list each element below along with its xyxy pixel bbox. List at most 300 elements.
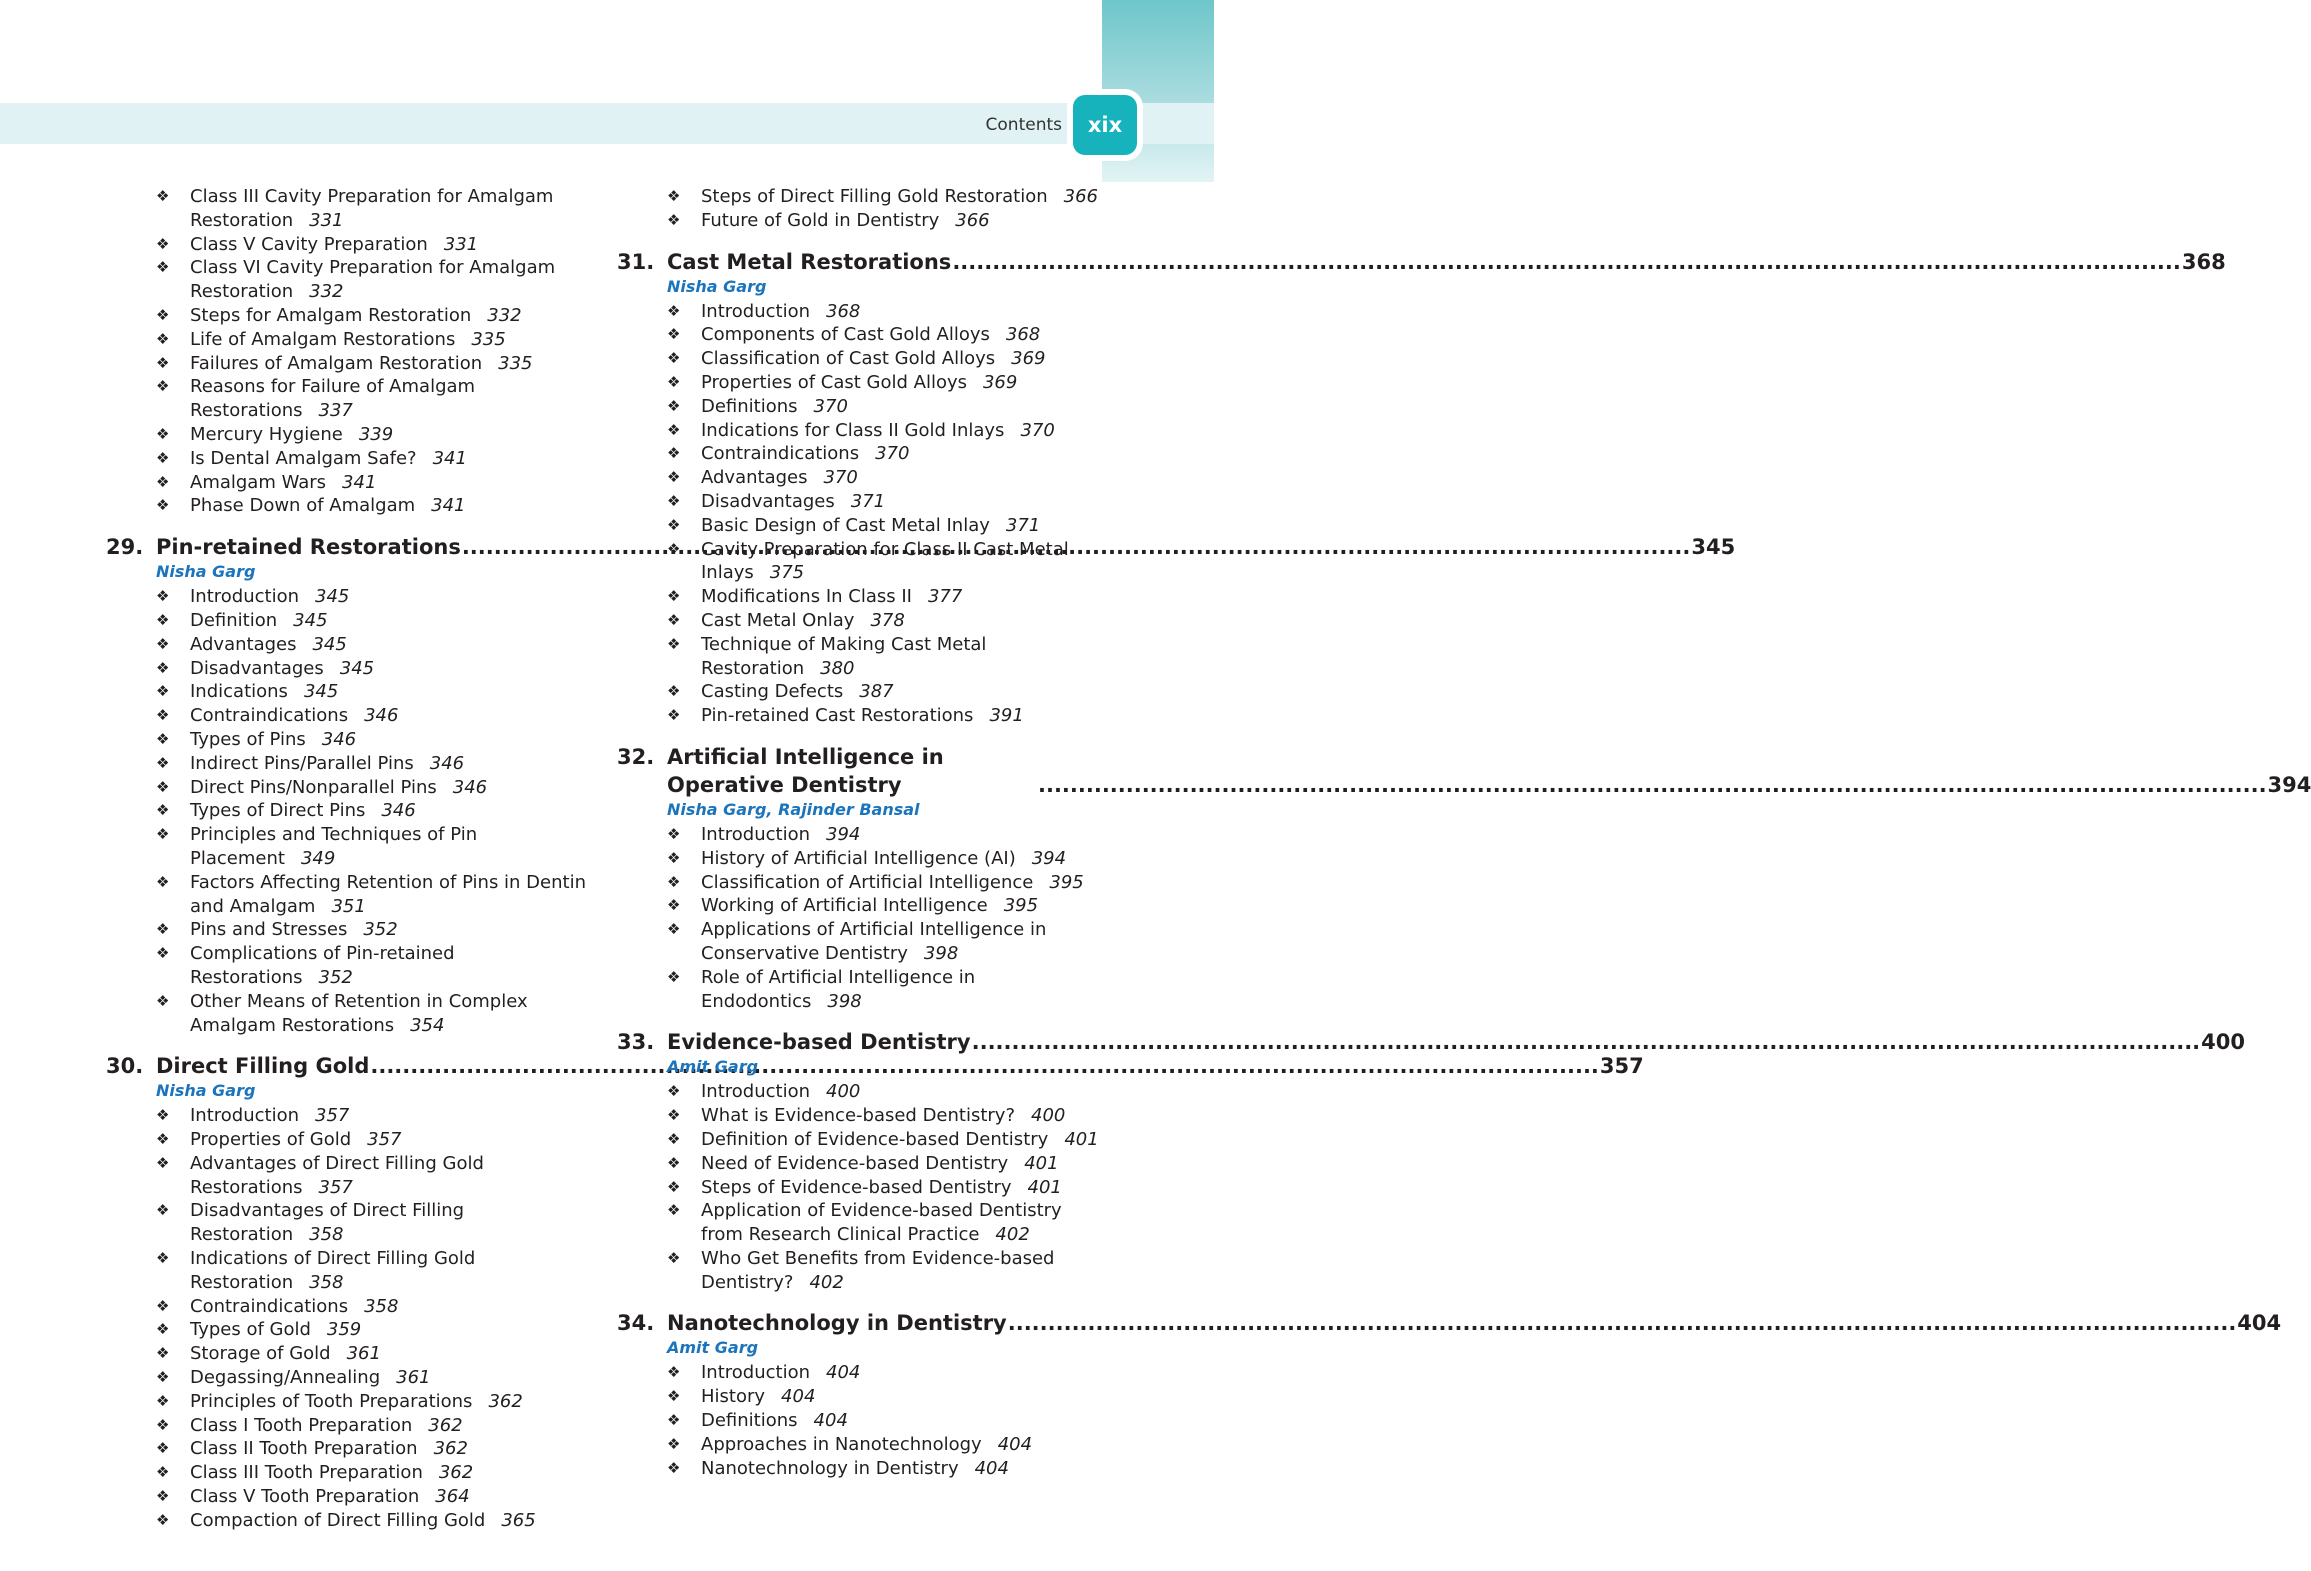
toc-entry-title: Amalgam Wars bbox=[190, 471, 327, 493]
toc-entry bbox=[106, 423, 596, 447]
toc-entry bbox=[617, 918, 1107, 966]
toc-entry bbox=[106, 1104, 596, 1128]
toc-entry-page: 352 bbox=[318, 966, 353, 988]
toc-entry bbox=[617, 1361, 1107, 1385]
toc-entry-title: Cavity Preparation for Class II Cast Metal Inlays bbox=[701, 538, 1069, 584]
toc-entry-page: 357 bbox=[318, 1176, 353, 1198]
diamond-bullet-icon: ❖ bbox=[156, 1201, 170, 1220]
toc-entry bbox=[106, 1366, 596, 1390]
toc-entry bbox=[106, 609, 596, 633]
chapter-page: 404 bbox=[2237, 1311, 2282, 1336]
toc-entry-title: Modifications In Class II bbox=[701, 586, 912, 608]
toc-entry-title: Properties of Gold bbox=[190, 1129, 352, 1151]
diamond-bullet-icon: ❖ bbox=[156, 991, 170, 1010]
diamond-bullet-icon: ❖ bbox=[156, 329, 170, 348]
toc-entry-page: 332 bbox=[487, 304, 522, 326]
toc-entry-page: 404 bbox=[813, 1410, 848, 1432]
diamond-bullet-icon: ❖ bbox=[156, 872, 170, 891]
toc-entry bbox=[106, 942, 596, 990]
toc-entry-title: Need of Evidence-based Dentistry bbox=[701, 1152, 1009, 1174]
diamond-bullet-icon: ❖ bbox=[156, 472, 170, 491]
toc-entry bbox=[617, 1247, 1107, 1295]
toc-entry-page: 357 bbox=[315, 1105, 350, 1127]
diamond-bullet-icon: ❖ bbox=[667, 1201, 681, 1220]
diamond-bullet-icon: ❖ bbox=[667, 420, 681, 439]
toc-entry-page: 402 bbox=[809, 1271, 844, 1293]
toc-entry bbox=[617, 1433, 1107, 1457]
toc-entry-page: 391 bbox=[989, 705, 1024, 727]
toc-entry-page: 394 bbox=[826, 823, 861, 845]
chapter-page: 394 bbox=[2267, 772, 2311, 797]
chapter-title: Evidence-based Dentistry bbox=[667, 1030, 971, 1055]
diamond-bullet-icon: ❖ bbox=[667, 1082, 681, 1101]
toc-entry-title: Definitions bbox=[701, 395, 798, 417]
diamond-bullet-icon: ❖ bbox=[156, 634, 170, 653]
toc-entry bbox=[106, 304, 596, 328]
diamond-bullet-icon: ❖ bbox=[156, 258, 170, 277]
toc-entry bbox=[106, 1437, 596, 1461]
toc-entry-title: Who Get Benefits from Evidence-based Dentistry? bbox=[701, 1247, 1055, 1293]
chapter-page: 357 bbox=[1599, 1054, 1644, 1079]
chapter-section bbox=[617, 743, 2311, 1013]
toc-entry-page: 368 bbox=[1005, 324, 1041, 346]
toc-entry-title: Role of Artificial Intelligence in Endodontics bbox=[701, 966, 976, 1012]
toc-entry bbox=[106, 704, 596, 728]
toc-entry-title: Applications of Artificial Intelligence in Conservative Dentistry bbox=[701, 919, 1047, 964]
toc-entry bbox=[106, 823, 596, 871]
diamond-bullet-icon: ❖ bbox=[667, 920, 681, 939]
chapter-heading bbox=[617, 248, 2226, 276]
toc-entry-title: Complications of Pin-retained Restorations bbox=[190, 943, 455, 988]
toc-entry-title: Contraindications bbox=[190, 1295, 349, 1317]
diamond-bullet-icon: ❖ bbox=[156, 587, 170, 606]
toc-entry-page: 394 bbox=[1031, 847, 1067, 869]
toc-entry-list bbox=[617, 1361, 1107, 1480]
chapter-heading bbox=[617, 1309, 2282, 1337]
toc-entry-title: Class I Tooth Preparation bbox=[190, 1414, 413, 1436]
chapter-title: Nanotechnology in Dentistry bbox=[667, 1311, 1007, 1336]
toc-entry bbox=[106, 447, 596, 471]
toc-entry-page: 402 bbox=[995, 1224, 1030, 1246]
diamond-bullet-icon: ❖ bbox=[667, 1106, 681, 1125]
toc-entry-title: Indications bbox=[190, 681, 288, 703]
diamond-bullet-icon: ❖ bbox=[156, 496, 170, 515]
toc-entry-title: Principles of Tooth Preparations bbox=[190, 1390, 473, 1412]
diamond-bullet-icon: ❖ bbox=[156, 706, 170, 725]
toc-entry-title: Class V Tooth Preparation bbox=[190, 1486, 420, 1508]
toc-entry bbox=[617, 633, 1107, 681]
toc-entry-title: Class VI Cavity Preparation for Amalgam Restoration bbox=[190, 257, 556, 303]
diamond-bullet-icon: ❖ bbox=[156, 920, 170, 939]
toc-entry-title: Pins and Stresses bbox=[190, 919, 348, 941]
diamond-bullet-icon: ❖ bbox=[156, 1463, 170, 1482]
toc-entry-page: 358 bbox=[309, 1224, 344, 1246]
toc-entry-title: Class III Tooth Preparation bbox=[190, 1462, 423, 1484]
diamond-bullet-icon: ❖ bbox=[156, 305, 170, 324]
diamond-bullet-icon: ❖ bbox=[667, 1387, 681, 1406]
diamond-bullet-icon: ❖ bbox=[156, 682, 170, 701]
toc-entry-page: 366 bbox=[1063, 186, 1098, 207]
toc-entry bbox=[617, 1152, 1107, 1176]
diamond-bullet-icon: ❖ bbox=[156, 777, 170, 796]
toc-entry-page: 398 bbox=[923, 942, 959, 964]
toc-entry-title: Working of Artificial Intelligence bbox=[701, 895, 988, 917]
toc-entry-title: Direct Pins/Nonparallel Pins bbox=[190, 776, 437, 798]
toc-entry bbox=[106, 1318, 596, 1342]
toc-entry-page: 365 bbox=[501, 1509, 536, 1531]
toc-entry-title: Nanotechnology in Dentistry bbox=[701, 1457, 959, 1479]
toc-entry-title: Classification of Artificial Intelligence bbox=[701, 871, 1034, 893]
toc-entry-page: 341 bbox=[432, 447, 467, 469]
diamond-bullet-icon: ❖ bbox=[156, 658, 170, 677]
toc-entry-page: 380 bbox=[820, 657, 855, 679]
diamond-bullet-icon: ❖ bbox=[156, 377, 170, 396]
toc-entry bbox=[617, 823, 1107, 847]
toc-entry-title: Is Dental Amalgam Safe? bbox=[190, 447, 417, 469]
toc-entry-page: 362 bbox=[438, 1462, 474, 1484]
toc-entry bbox=[106, 1390, 596, 1414]
toc-entry-title: Introduction bbox=[701, 1362, 811, 1384]
diamond-bullet-icon: ❖ bbox=[156, 1391, 170, 1410]
toc-entry-title: Introduction bbox=[190, 586, 300, 608]
diamond-bullet-icon: ❖ bbox=[156, 1439, 170, 1458]
toc-entry-page: 404 bbox=[974, 1457, 1009, 1479]
chapter-number: 34. bbox=[617, 1311, 655, 1336]
toc-entry-page: 346 bbox=[429, 752, 465, 774]
chapter-number: 29. bbox=[106, 535, 144, 560]
toc-entry bbox=[617, 847, 1107, 871]
toc-entry bbox=[617, 704, 1107, 728]
chapter-title: Direct Filling Gold bbox=[156, 1054, 370, 1079]
toc-entry bbox=[106, 680, 596, 704]
toc-entry bbox=[617, 966, 1107, 1014]
toc-entry-title: Casting Defects bbox=[701, 681, 844, 703]
diamond-bullet-icon: ❖ bbox=[667, 1458, 681, 1477]
toc-entry bbox=[106, 471, 596, 495]
toc-entry-list bbox=[106, 185, 596, 518]
toc-entry-page: 332 bbox=[309, 281, 344, 303]
diamond-bullet-icon: ❖ bbox=[156, 1249, 170, 1268]
diamond-bullet-icon: ❖ bbox=[667, 396, 681, 415]
toc-entry-title: Steps of Evidence-based Dentistry bbox=[701, 1176, 1012, 1198]
toc-entry bbox=[617, 871, 1107, 895]
toc-entry bbox=[106, 657, 596, 681]
toc-entry bbox=[106, 185, 596, 233]
toc-entry-page: 387 bbox=[859, 681, 894, 703]
toc-entry bbox=[617, 395, 1107, 419]
toc-entry bbox=[106, 728, 596, 752]
diamond-bullet-icon: ❖ bbox=[156, 1487, 170, 1506]
chapter-author: Nisha Garg, Rajinder Bansal bbox=[667, 799, 920, 819]
toc-entry-title: Classification of Cast Gold Alloys bbox=[701, 348, 996, 370]
toc-entry-title: Technique of Making Cast Metal Restoration bbox=[701, 633, 987, 679]
toc-entry-title: Reasons for Failure of Amalgam Restorations bbox=[190, 376, 476, 422]
chapter-title: Pin-retained Restorations bbox=[156, 535, 461, 560]
chapter-page: 400 bbox=[2201, 1030, 2245, 1055]
toc-entry-page: 358 bbox=[309, 1271, 344, 1293]
toc-entry bbox=[617, 185, 1107, 209]
toc-entry bbox=[106, 1342, 596, 1366]
toc-entry bbox=[106, 776, 596, 800]
diamond-bullet-icon: ❖ bbox=[156, 424, 170, 443]
diamond-bullet-icon: ❖ bbox=[667, 848, 681, 867]
toc-entry bbox=[617, 300, 1107, 324]
toc-entry-page: 368 bbox=[826, 300, 861, 322]
toc-entry-page: 361 bbox=[346, 1343, 381, 1365]
toc-entry-title: Class III Cavity Preparation for Amalgam Restoration bbox=[190, 186, 554, 231]
diamond-bullet-icon: ❖ bbox=[156, 825, 170, 844]
toc-entry bbox=[617, 1409, 1107, 1433]
diamond-bullet-icon: ❖ bbox=[667, 967, 681, 986]
toc-entry-page: 371 bbox=[1005, 514, 1041, 536]
toc-entry-title: Types of Gold bbox=[190, 1319, 311, 1341]
toc-entry-page: 345 bbox=[303, 681, 339, 703]
toc-entry-title: What is Evidence-based Dentistry? bbox=[701, 1105, 1016, 1127]
toc-entry bbox=[106, 1509, 596, 1533]
toc-entry bbox=[106, 375, 596, 423]
toc-entry-page: 349 bbox=[300, 847, 336, 869]
toc-entry-page: 370 bbox=[813, 395, 848, 417]
toc-entry bbox=[106, 352, 596, 376]
toc-entry-page: 341 bbox=[431, 495, 466, 517]
diamond-bullet-icon: ❖ bbox=[156, 1106, 170, 1125]
toc-entry bbox=[617, 419, 1107, 443]
toc-entry-page: 359 bbox=[326, 1319, 362, 1341]
diamond-bullet-icon: ❖ bbox=[156, 1153, 170, 1172]
chapter-author: Nisha Garg bbox=[667, 276, 767, 296]
toc-entry-page: 366 bbox=[955, 209, 990, 231]
toc-entry-title: Indications of Direct Filling Gold Restoration bbox=[190, 1248, 476, 1293]
toc-entry bbox=[106, 990, 596, 1038]
toc-entry-title: Disadvantages bbox=[190, 657, 324, 679]
toc-entry-page: 335 bbox=[498, 352, 533, 374]
diamond-bullet-icon: ❖ bbox=[156, 187, 170, 205]
toc-entry bbox=[617, 1176, 1107, 1200]
diamond-bullet-icon: ❖ bbox=[667, 706, 681, 725]
diamond-bullet-icon: ❖ bbox=[156, 234, 170, 253]
diamond-bullet-icon: ❖ bbox=[667, 539, 681, 558]
toc-entry-page: 339 bbox=[358, 423, 394, 445]
toc-entry-page: 398 bbox=[827, 990, 862, 1012]
toc-entry bbox=[106, 871, 596, 919]
toc-entry-title: Mercury Hygiene bbox=[190, 423, 343, 445]
toc-entry-title: Future of Gold in Dentistry bbox=[701, 209, 940, 231]
toc-entry-page: 378 bbox=[870, 609, 905, 631]
toc-entry bbox=[617, 371, 1107, 395]
diamond-bullet-icon: ❖ bbox=[156, 729, 170, 748]
toc-entry-title: Advantages bbox=[190, 633, 297, 655]
diamond-bullet-icon: ❖ bbox=[667, 1177, 681, 1196]
toc-entry bbox=[106, 633, 596, 657]
toc-entry-page: 369 bbox=[982, 371, 1018, 393]
diamond-bullet-icon: ❖ bbox=[667, 187, 681, 205]
diamond-bullet-icon: ❖ bbox=[667, 610, 681, 629]
chapter-page: 368 bbox=[2181, 249, 2226, 274]
chapter-number: 33. bbox=[617, 1030, 655, 1055]
chapter-title: Artificial Intelligence in Operative Dentistry bbox=[667, 744, 944, 797]
toc-entry bbox=[617, 466, 1107, 490]
chapter-heading bbox=[617, 743, 2311, 799]
toc-entry-page: 361 bbox=[396, 1367, 431, 1389]
toc-entry-page: 358 bbox=[364, 1295, 399, 1317]
toc-entry-page: 375 bbox=[769, 562, 805, 584]
diamond-bullet-icon: ❖ bbox=[667, 210, 681, 229]
toc-entry bbox=[617, 538, 1107, 586]
chapter-author: Nisha Garg bbox=[156, 1081, 256, 1101]
toc-entry bbox=[617, 514, 1107, 538]
chapter-author: Amit Garg bbox=[667, 1057, 759, 1077]
toc-entry-page: 400 bbox=[1031, 1105, 1066, 1127]
toc-entry bbox=[106, 1247, 596, 1295]
toc-entry-title: Other Means of Retention in Complex Amalgam Restorations bbox=[190, 990, 528, 1036]
toc-entry-page: 400 bbox=[826, 1081, 861, 1103]
diamond-bullet-icon: ❖ bbox=[667, 301, 681, 320]
toc-entry bbox=[617, 347, 1107, 371]
diamond-bullet-icon: ❖ bbox=[156, 610, 170, 629]
toc-entry-title: Principles and Techniques of Pin Placement bbox=[190, 824, 478, 869]
diamond-bullet-icon: ❖ bbox=[667, 587, 681, 606]
diamond-bullet-icon: ❖ bbox=[156, 448, 170, 467]
toc-entry-title: Introduction bbox=[701, 823, 811, 845]
toc-entry bbox=[106, 1128, 596, 1152]
diamond-bullet-icon: ❖ bbox=[667, 634, 681, 653]
toc-entry-page: 395 bbox=[1049, 871, 1084, 893]
toc-entry-title: Properties of Cast Gold Alloys bbox=[701, 371, 967, 393]
toc-entry-list bbox=[617, 823, 1107, 1013]
toc-entry bbox=[617, 609, 1107, 633]
toc-entry-title: Cast Metal Onlay bbox=[701, 609, 855, 631]
toc-entry-page: 401 bbox=[1064, 1128, 1099, 1150]
chapter-page: 345 bbox=[1691, 535, 1736, 560]
toc-entry-page: 331 bbox=[443, 233, 479, 255]
toc-entry-page: 395 bbox=[1003, 895, 1039, 917]
toc-entry-page: 401 bbox=[1027, 1176, 1062, 1198]
toc-entry-page: 346 bbox=[321, 728, 357, 750]
diamond-bullet-icon: ❖ bbox=[156, 1320, 170, 1339]
toc-entry-title: Steps of Direct Filling Gold Restoration bbox=[701, 186, 1048, 207]
toc-entry-page: 371 bbox=[850, 490, 886, 512]
toc-entry-title: Life of Amalgam Restorations bbox=[190, 328, 456, 350]
diamond-bullet-icon: ❖ bbox=[156, 1368, 170, 1387]
toc-entry-title: Steps for Amalgam Restoration bbox=[190, 304, 472, 326]
diamond-bullet-icon: ❖ bbox=[667, 515, 681, 534]
toc-entry-page: 331 bbox=[309, 209, 344, 231]
toc-entry-title: Introduction bbox=[701, 300, 811, 322]
chapter-number: 30. bbox=[106, 1054, 144, 1079]
chapter-author: Amit Garg bbox=[667, 1338, 759, 1358]
toc-entry-page: 346 bbox=[364, 705, 399, 727]
diamond-bullet-icon: ❖ bbox=[667, 824, 681, 843]
diamond-bullet-icon: ❖ bbox=[156, 1130, 170, 1149]
diamond-bullet-icon: ❖ bbox=[667, 896, 681, 915]
toc-entry-title: Contraindications bbox=[190, 705, 349, 727]
toc-entry-title: Advantages of Direct Filling Gold Restorations bbox=[190, 1152, 484, 1198]
toc-entry-title: Degassing/Annealing bbox=[190, 1367, 381, 1389]
toc-entry-title: Pin-retained Cast Restorations bbox=[701, 705, 974, 727]
toc-entry bbox=[617, 1199, 1107, 1247]
toc-entry-page: 351 bbox=[331, 895, 366, 917]
diamond-bullet-icon: ❖ bbox=[667, 872, 681, 891]
diamond-bullet-icon: ❖ bbox=[156, 944, 170, 963]
toc-entry-list bbox=[106, 1104, 596, 1532]
toc-entry-title: Basic Design of Cast Metal Inlay bbox=[701, 514, 990, 536]
toc-entry bbox=[106, 1199, 596, 1247]
toc-entry bbox=[106, 256, 596, 304]
toc-entry-page: 352 bbox=[363, 919, 398, 941]
toc-entry bbox=[617, 1385, 1107, 1409]
diamond-bullet-icon: ❖ bbox=[667, 1434, 681, 1453]
toc-entry-title: Storage of Gold bbox=[190, 1343, 331, 1365]
toc-entry bbox=[106, 918, 596, 942]
toc-entry bbox=[106, 233, 596, 257]
toc-entry-title: Application of Evidence-based Dentistry from Research Clinical Practice bbox=[701, 1200, 1062, 1246]
toc-entry-title: Disadvantages bbox=[701, 490, 835, 512]
toc-entry-page: 346 bbox=[381, 800, 416, 822]
diamond-bullet-icon: ❖ bbox=[156, 801, 170, 820]
toc-entry bbox=[106, 752, 596, 776]
toc-entry bbox=[617, 1128, 1107, 1152]
chapter-title: Cast Metal Restorations bbox=[667, 249, 952, 274]
diamond-bullet-icon: ❖ bbox=[156, 353, 170, 372]
toc-entry-page: 401 bbox=[1024, 1152, 1059, 1174]
toc-entry-page: 345 bbox=[315, 586, 350, 608]
toc-entry-title: Components of Cast Gold Alloys bbox=[701, 324, 990, 346]
toc-entry-page: 377 bbox=[927, 586, 963, 608]
toc-entry-page: 404 bbox=[826, 1362, 861, 1384]
toc-entry bbox=[617, 585, 1107, 609]
diamond-bullet-icon: ❖ bbox=[667, 349, 681, 368]
toc-entry-page: 370 bbox=[1020, 419, 1055, 441]
chapter-section bbox=[617, 1309, 2282, 1480]
toc-entry-page: 354 bbox=[410, 1014, 445, 1036]
toc-entry-page: 341 bbox=[342, 471, 377, 493]
toc-entry bbox=[617, 1080, 1107, 1104]
dot-leader bbox=[952, 248, 2181, 276]
chapter-number: 32. bbox=[617, 744, 655, 769]
diamond-bullet-icon: ❖ bbox=[156, 753, 170, 772]
diamond-bullet-icon: ❖ bbox=[667, 1411, 681, 1430]
diamond-bullet-icon: ❖ bbox=[667, 1248, 681, 1267]
toc-entry-page: 345 bbox=[312, 633, 347, 655]
diamond-bullet-icon: ❖ bbox=[667, 372, 681, 391]
toc-entry bbox=[106, 328, 596, 352]
chapter-number: 31. bbox=[617, 249, 655, 274]
toc-entry-page: 335 bbox=[471, 328, 506, 350]
toc-entry bbox=[106, 585, 596, 609]
toc-entry-title: Failures of Amalgam Restoration bbox=[190, 352, 483, 374]
toc-entry-page: 364 bbox=[435, 1486, 470, 1508]
toc-entry bbox=[617, 1457, 1107, 1481]
toc-entry bbox=[106, 799, 596, 823]
toc-entry bbox=[617, 323, 1107, 347]
chapter-author: Nisha Garg bbox=[156, 562, 256, 582]
toc-entry-title: Definition bbox=[190, 609, 278, 631]
toc-entry bbox=[617, 1104, 1107, 1128]
toc-entry-title: Class II Tooth Preparation bbox=[190, 1438, 418, 1460]
toc-entry-page: 362 bbox=[428, 1414, 463, 1436]
toc-entry-page: 357 bbox=[367, 1129, 402, 1151]
toc-entry-page: 337 bbox=[318, 400, 353, 422]
toc-entry-page: 345 bbox=[293, 609, 328, 631]
toc-entry-list bbox=[617, 1080, 1107, 1294]
toc-entry-title: Indications for Class II Gold Inlays bbox=[701, 419, 1005, 441]
diamond-bullet-icon: ❖ bbox=[667, 325, 681, 344]
toc-entry-page: 362 bbox=[488, 1390, 523, 1412]
diamond-bullet-icon: ❖ bbox=[156, 1415, 170, 1434]
toc-entry-page: 346 bbox=[452, 776, 488, 798]
diamond-bullet-icon: ❖ bbox=[667, 682, 681, 701]
toc-entry bbox=[106, 1461, 596, 1485]
